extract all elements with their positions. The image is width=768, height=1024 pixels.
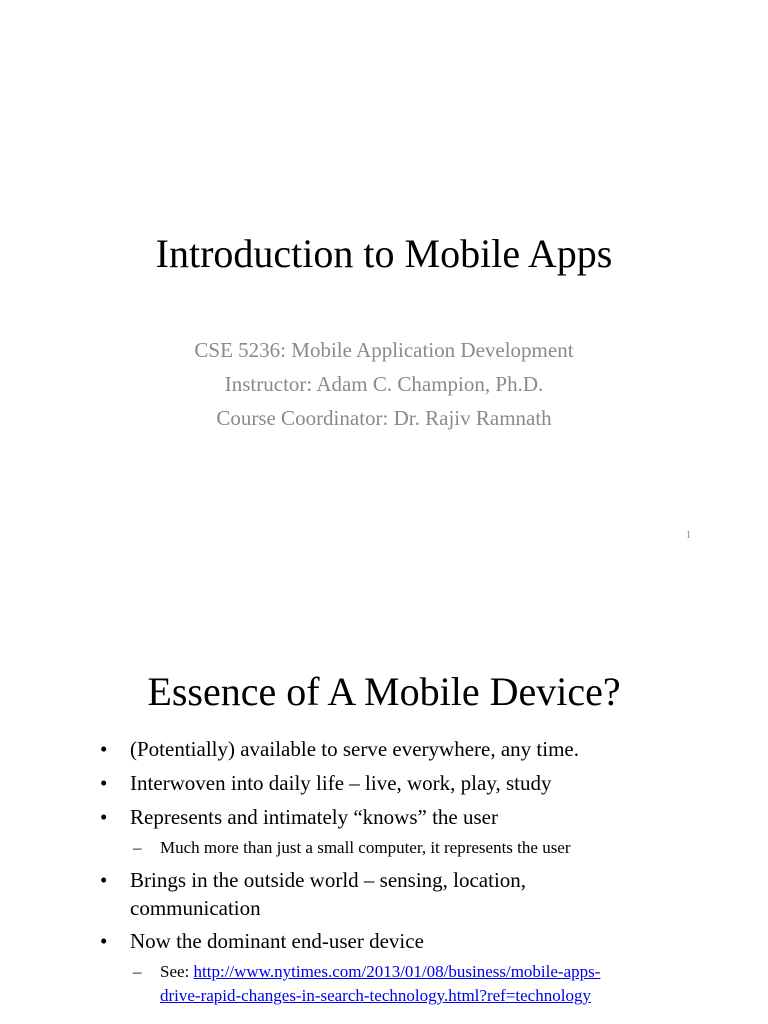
bullet-symbol: • bbox=[100, 929, 108, 953]
bullet-symbol: • bbox=[100, 737, 108, 761]
sub-bullet-text bbox=[160, 960, 600, 984]
slide-number: 1 bbox=[686, 530, 691, 541]
slide2-title: Essence of A Mobile Device? bbox=[147, 669, 621, 714]
dash-symbol: – bbox=[133, 962, 142, 981]
bullet-symbol: • bbox=[100, 771, 108, 795]
nytimes-link-continued[interactable]: drive-rapid-changes-in-search-technology.html?ref=technology bbox=[160, 986, 591, 1005]
see-label: See: bbox=[160, 962, 194, 981]
sub-bullet-text bbox=[160, 984, 591, 1008]
bullet-text: communication bbox=[130, 896, 261, 920]
bullet-text: Now the dominant end-user device bbox=[130, 929, 424, 953]
bullet-symbol: • bbox=[100, 868, 108, 892]
bullet-symbol: • bbox=[100, 805, 108, 829]
course-name: CSE 5236: Mobile Application Development bbox=[194, 338, 574, 362]
bullet-text: Represents and intimately “knows” the user bbox=[130, 805, 498, 829]
slide1-title: Introduction to Mobile Apps bbox=[155, 231, 613, 276]
bullet-text: Brings in the outside world – sensing, location, bbox=[130, 868, 527, 892]
bullet-text: (Potentially) available to serve everywhere, any time. bbox=[130, 737, 579, 761]
dash-symbol: – bbox=[133, 838, 142, 857]
nytimes-link[interactable]: http://www.nytimes.com/2013/01/08/business/mobile-apps- bbox=[193, 962, 601, 981]
coordinator-line: Course Coordinator: Dr. Rajiv Ramnath bbox=[216, 406, 552, 430]
bullet-text: Interwoven into daily life – live, work, play, study bbox=[130, 771, 552, 795]
instructor-line: Instructor: Adam C. Champion, Ph.D. bbox=[224, 372, 544, 396]
sub-bullet-text: Much more than just a small computer, it represents the user bbox=[160, 838, 571, 857]
